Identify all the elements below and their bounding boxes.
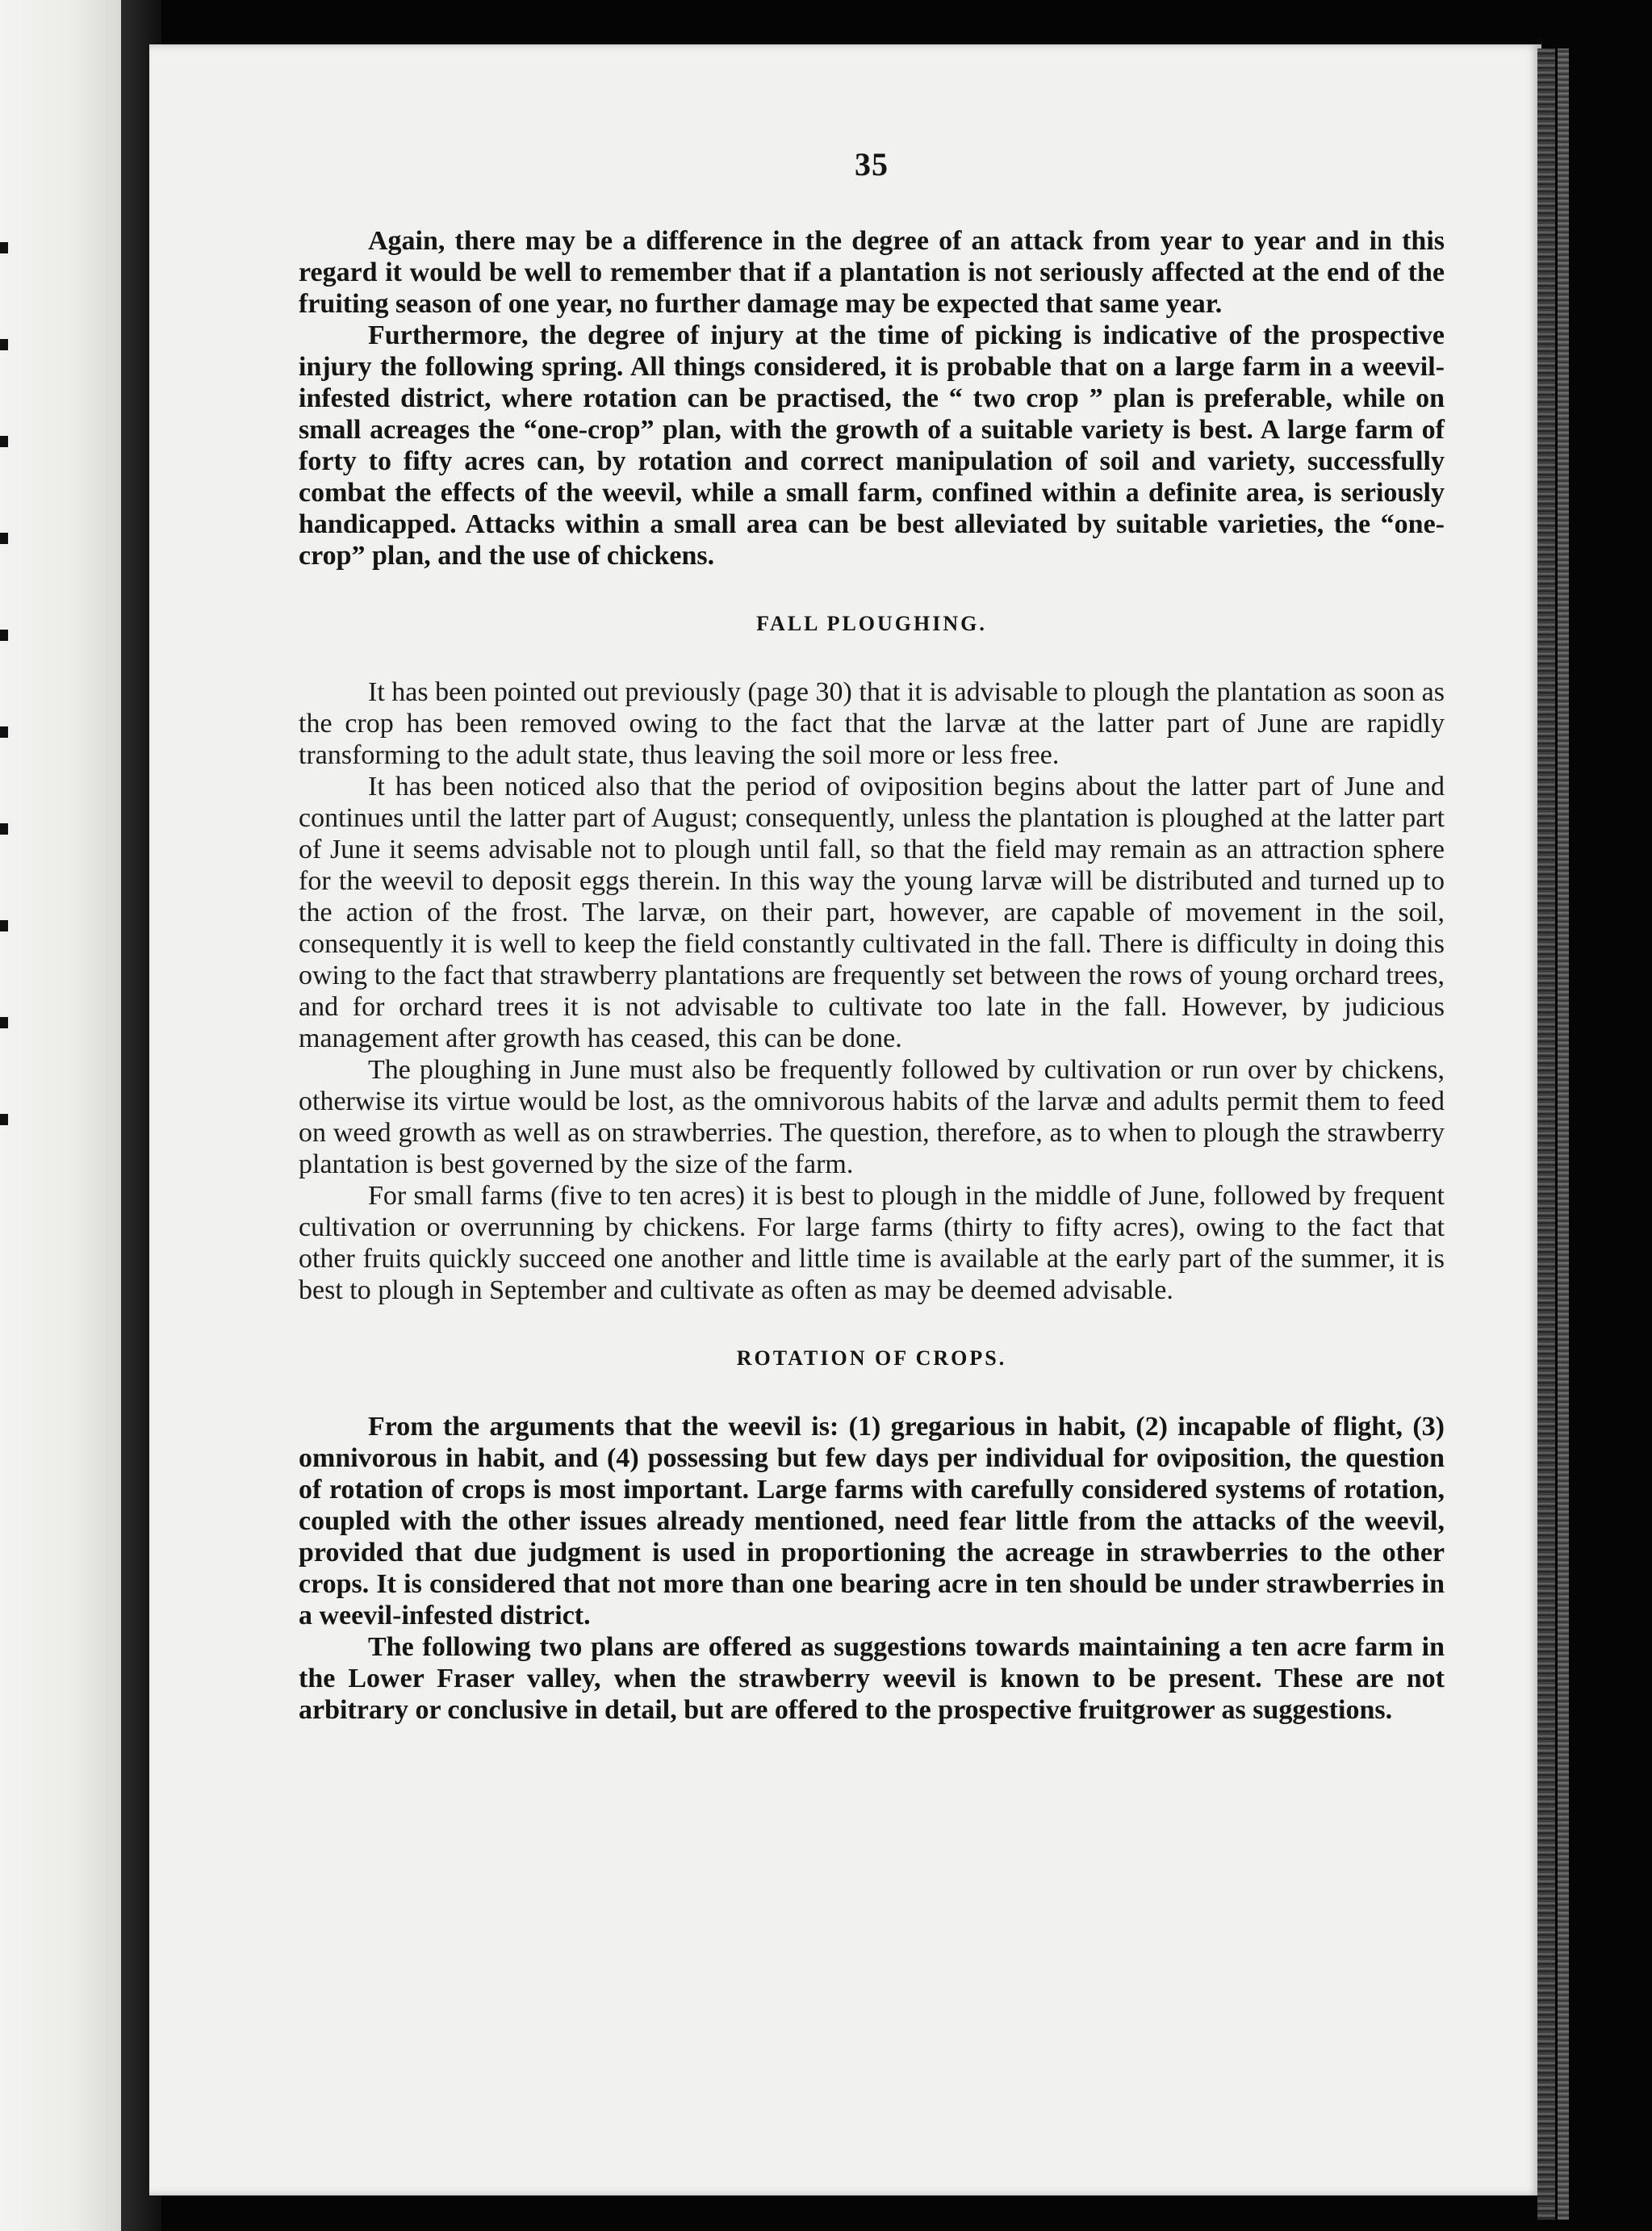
paragraph: It has been pointed out previously (page 30) that it is advisable to plough the plantation as soon as the crop has been removed owing to the fact that the larvæ at the latter part of June are rapidly transforming to the adult state, thus leaving the soil more or less free. [299,677,1445,770]
edge-mark [0,533,8,544]
edge-mark [0,920,8,931]
paragraph: The following two plans are offered as suggestions towards maintaining a ten acre farm in the Lower Fraser valley, when the strawberry weevil is known to be present. These are not arbitrary or conclusive in detail, but are offered to the prospective fruitgrower as suggestions. [299,1632,1445,1725]
edge-mark [0,436,8,447]
paragraph: For small farms (five to ten acres) it is best to plough in the middle of June, followed by frequent cultivation or overrunning by chickens. For large farms (thirty to fifty acres), owing to the fact that other fruits quickly succeed one another and little time is available at the early part of the summer, it is best to plough in September and cultivate as often as may be deemed advisable. [299,1181,1445,1305]
edge-mark [0,1114,8,1125]
edge-mark [0,823,8,835]
edge-mark [0,339,8,350]
paragraph: Furthermore, the degree of injury at the time of picking is indicative of the prospective injury the following spring. All things considered, it is probable that on a large farm in a weevil-infested district, where rotation can be practised, the “ two crop ” plan is preferable, while on small acreages the “one-crop” plan, with the growth of a suitable variety is best. A large farm of forty to fifty acres can, by rotation and correct manipulation of soil and variety, successfully combat the effects of the weevil, while a small farm, confined within a definite area, is seriously handicapped. Attacks within a small area can be best alleviated by suitable varieties, the “one-crop” plan, and the use of chickens. [299,320,1445,571]
paragraph: The ploughing in June must also be frequently followed by cultivation or run over by chickens, otherwise its virtue would be lost, as the omnivorous habits of the larvæ and adults permit them to feed on weed growth as well as on strawberries. The question, therefore, as to when to plough the strawberry plantation is best governed by the size of the farm. [299,1055,1445,1179]
page-text [299,145,1445,1726]
edge-mark [0,1017,8,1028]
facing-page-edge [0,0,121,2231]
edge-mark [0,242,8,253]
paragraph: Again, there may be a difference in the degree of an attack from year to year and in this regard it would be well to remember that if a plantation is not seriously affected at the end of the fruiting season of one year, no further damage may be expected that same year. [299,226,1445,319]
section-heading: FALL PLOUGHING. [756,612,987,635]
paragraph: It has been noticed also that the period of oviposition begins about the latter part of June and continues until the latter part of August; consequently, unless the plantation is ploughed at the latter part of June it seems advisable not to plough until fall, so that the field may remain as an attraction sphere for the weevil to deposit eggs therein. In this way the young larvæ will be distributed and turned up to the action of the frost. The larvæ, on their part, however, are capable of movement in the soil, consequently it is well to keep the field constantly cultivated in the fall. There is difficulty in doing this owing to the fact that strawberry plantations are frequently set between the rows of young orchard trees, and for orchard trees it is not advisable to cultivate too late in the fall. However, by judicious management after growth has ceased, this can be done. [299,772,1445,1053]
edge-mark [0,630,8,641]
intro-section [299,225,1445,571]
section-heading: ROTATION OF CROPS. [736,1346,1007,1370]
rotation-of-crops-section [299,1346,1445,1726]
fall-ploughing-section [299,612,1445,1306]
page-number: 35 [855,146,889,182]
edge-mark [0,726,8,738]
page-stack-edge-outer [1558,48,1569,2220]
paragraph: From the arguments that the weevil is: (1) gregarious in habit, (2) incapable of flight, (3) omnivorous in habit, and (4) possessing but few days per individual for oviposition, the question of rotation of crops is most important. Large farms with carefully considered systems of rotation, coupled with the other issues already mentioned, need fear little from the attacks of the weevil, provided that due judgment is used in proportioning the acreage in strawberries to the other crops. It is considered that not more than one bearing acre in ten should be under strawberries in a weevil-infested district. [299,1412,1445,1630]
page-stack-edge [1537,48,1555,2220]
